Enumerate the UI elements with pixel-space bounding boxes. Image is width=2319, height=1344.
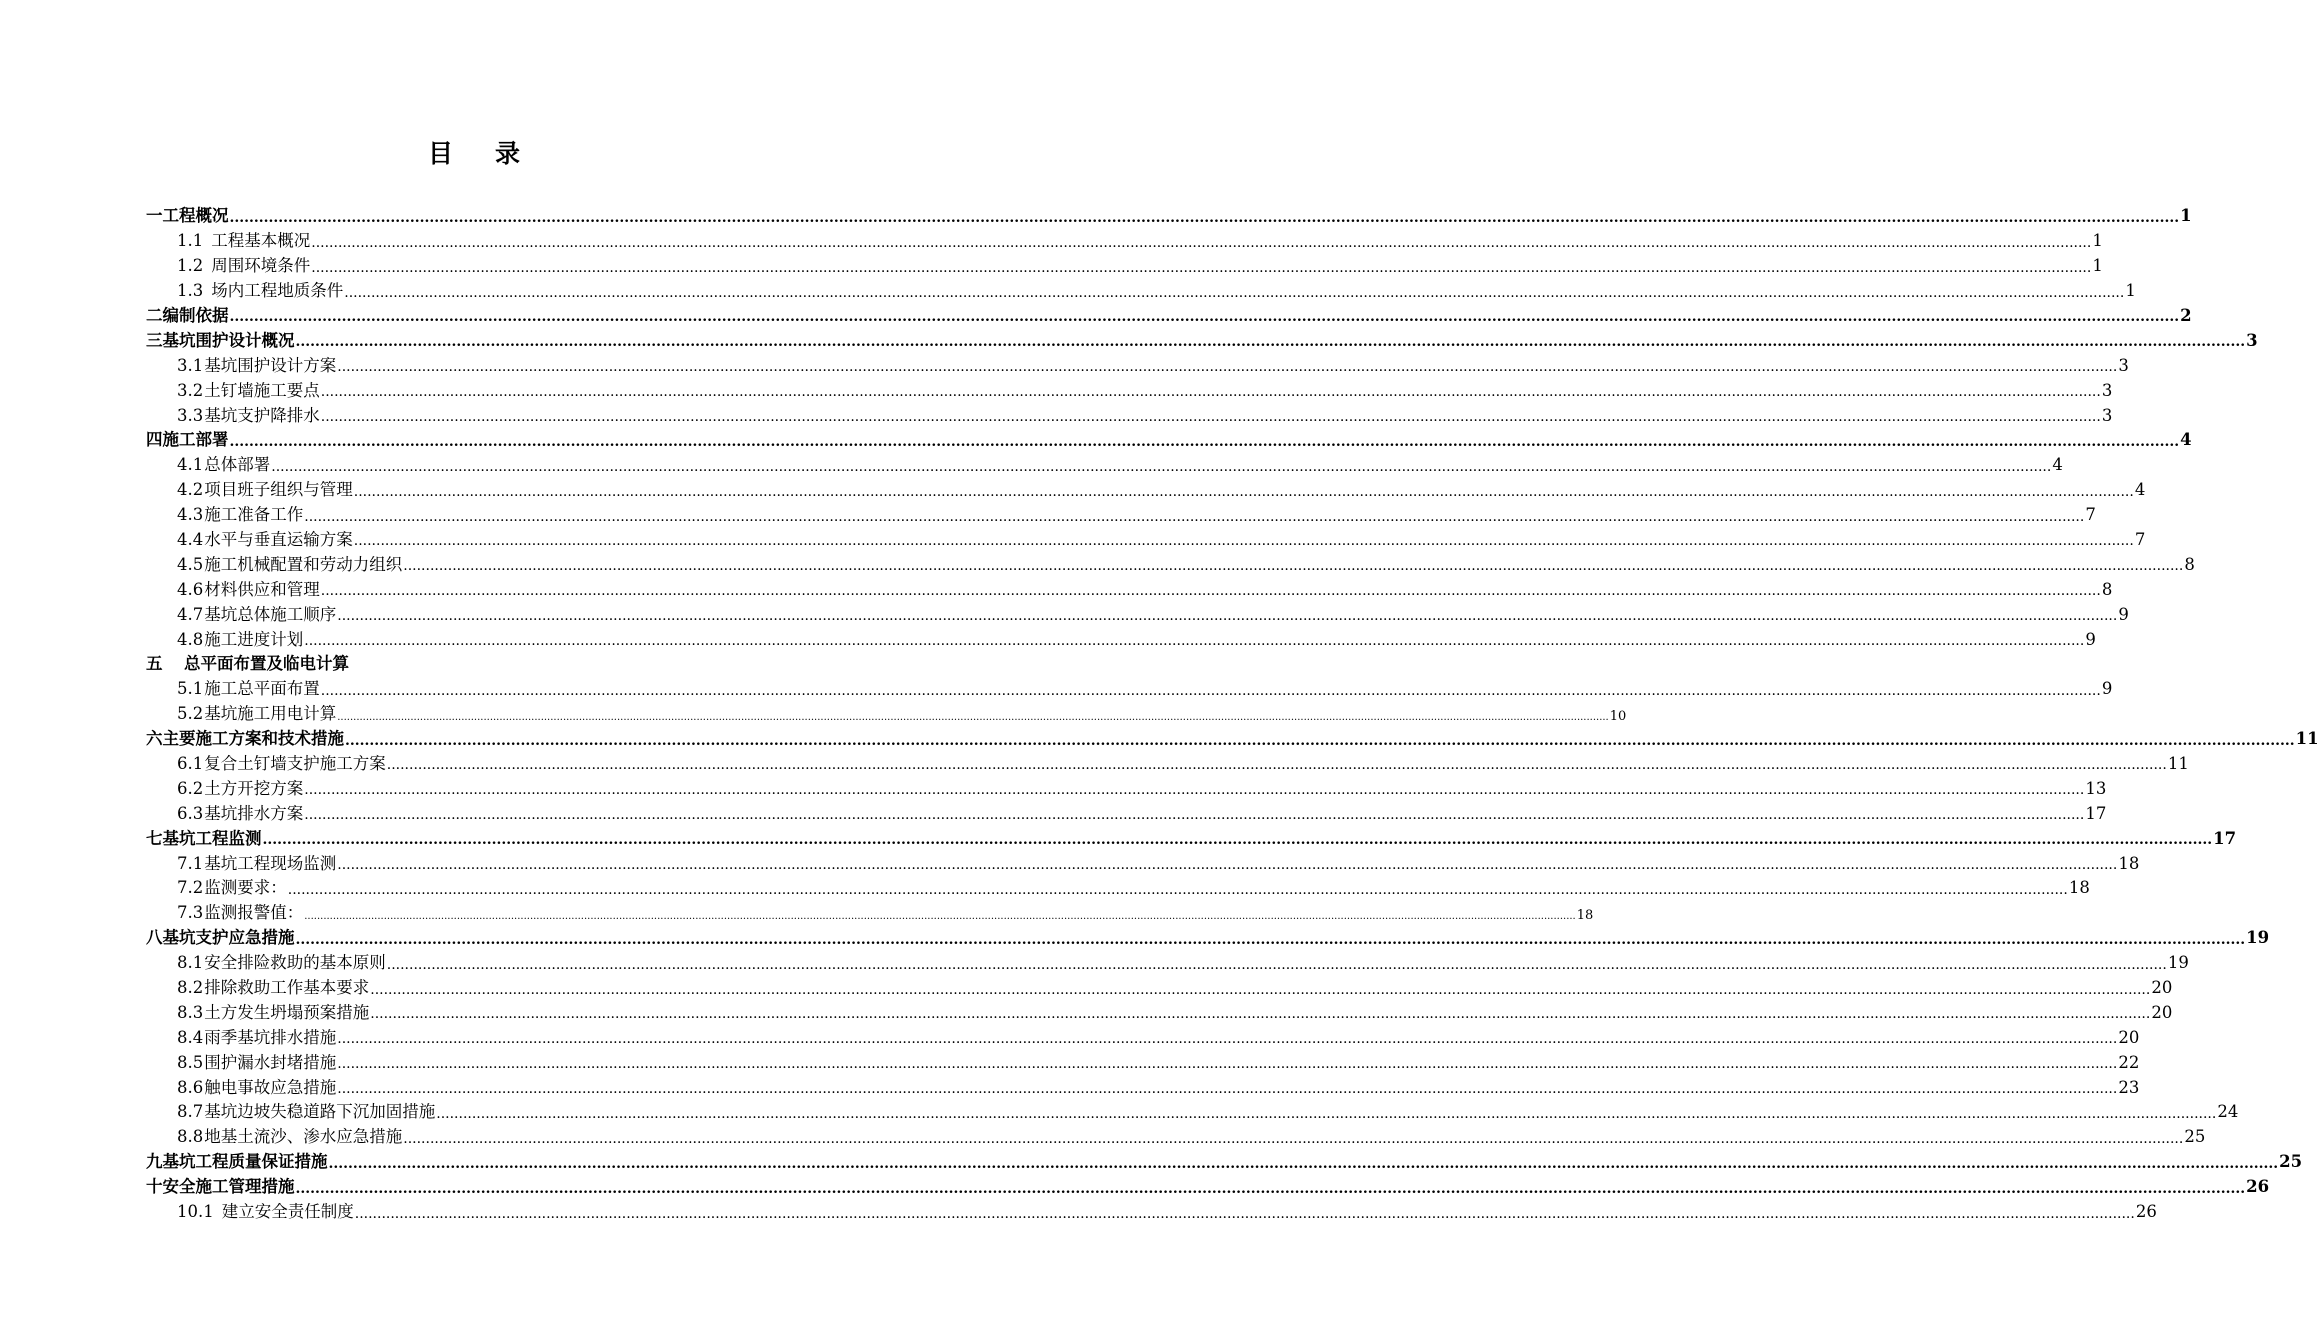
toc-entry-label: 场内工程地质条件 (211, 281, 344, 301)
toc-entry-number: 3.1 (177, 355, 204, 375)
toc-section-entry[interactable] (146, 748, 2189, 774)
toc-dot-leader: ................................................................................................................................................................................................................................................................................................................................................................................................................ (229, 433, 2180, 450)
toc-chapter-entry[interactable] (146, 324, 2258, 351)
toc-section-entry[interactable] (146, 1071, 2140, 1098)
toc-entry-label: 地基土流沙、渗水应急措施 (204, 1127, 403, 1147)
toc-dot-leader: ................................................................................................................................................................................................................................................................................................................................................................................................................ (229, 209, 2180, 226)
toc-entry-number: 4.1 (177, 455, 204, 475)
toc-chapter-entry[interactable] (146, 424, 2192, 450)
toc-entry-label: 基坑排水方案 (204, 803, 304, 823)
toc-dot-leader: ................................................................................................................................................................................................................................................................................................................................................................................................................ (320, 384, 2101, 401)
toc-section-entry[interactable] (146, 997, 2173, 1023)
toc-dot-leader: ................................................................................................................................................................................................................................................................................................................................................................................................................ (403, 1130, 2184, 1147)
toc-dot-leader: ................................................................................................................................................................................................................................................................................................................................................................................................................ (386, 757, 2167, 774)
toc-section-entry[interactable] (146, 573, 2113, 600)
toc-page-number: 3 (2118, 355, 2129, 375)
toc-page-number: 18 (1576, 907, 1594, 923)
toc-title-char-1: 目 (427, 139, 455, 168)
toc-page-number: 20 (2118, 1027, 2140, 1047)
toc-entry-label: 项目班子组织与管理 (204, 480, 353, 500)
toc-page-number: 17 (2213, 828, 2237, 848)
toc-entry-label: 雨季基坑排水措施 (204, 1027, 337, 1047)
toc-section-entry[interactable] (146, 374, 2113, 401)
toc-dot-leader: ................................................................................................................................................................................................................................................................................................................................................................................................................ (345, 732, 2295, 749)
toc-entry-label: 围护漏水封堵措施 (204, 1052, 337, 1072)
table-of-contents (146, 200, 2319, 1222)
toc-entry-label: 土方开挖方案 (204, 778, 304, 798)
toc-section-entry[interactable] (146, 524, 2146, 550)
toc-entry-label: 基坑围护设计方案 (204, 355, 337, 375)
toc-page-number: 23 (2118, 1077, 2140, 1097)
toc-chapter-entry[interactable] (146, 1171, 2270, 1197)
toc-dot-leader: ................................................................................................................................................................................................................................................................................................................................................................................................................ (271, 458, 2052, 475)
toc-page-number: 24 (2217, 1102, 2239, 1122)
toc-page-number: 17 (2085, 803, 2107, 823)
toc-entry-label: 施工总平面布置 (204, 679, 320, 699)
toc-entry-number: 1.2 (177, 256, 204, 276)
toc-dot-leader: ................................................................................................................................................................................................................................................................................................................................................................................................................ (337, 1081, 2118, 1098)
toc-page-number: 1 (2125, 281, 2136, 301)
toc-entry-label: 材料供应和管理 (204, 579, 320, 599)
toc-title (0, 134, 950, 170)
toc-entry-label: 编制依据 (162, 305, 229, 325)
toc-section-entry[interactable] (146, 698, 1627, 724)
toc-entry-label: 工程基本概况 (211, 231, 311, 251)
toc-entry-number: 二 (146, 305, 163, 325)
toc-dot-leader: ................................................................................................................................................................................................................................................................................................................................................................................................................ (370, 981, 2151, 998)
toc-entry-number: 5.2 (177, 704, 204, 724)
toc-section-entry[interactable] (146, 275, 2136, 301)
toc-entry-label: 总体部署 (204, 455, 271, 475)
toc-dot-leader: ................................................................................................................................................................................................................................................................................................................................................................................................................ (337, 359, 2118, 376)
toc-page-number: 1 (2092, 231, 2103, 251)
toc-entry-number: 五 (146, 654, 163, 674)
toc-entry-label: 施工准备工作 (204, 505, 304, 525)
toc-dot-leader: ................................................................................................................................................................................................................................................................................................................................................................................................................ (311, 259, 2092, 276)
toc-chapter-entry[interactable] (146, 1146, 2303, 1172)
toc-entry-number: 一 (146, 206, 163, 226)
toc-section-entry[interactable] (146, 623, 2096, 650)
toc-dot-leader: ................................................................................................................................................................................................................................................................................................................................................................................................................ (304, 910, 1576, 922)
toc-page-number: 20 (2151, 978, 2173, 997)
toc-section-entry[interactable] (146, 797, 2107, 824)
toc-page-number: 4 (2180, 430, 2192, 450)
toc-page-number: 19 (2246, 928, 2270, 948)
toc-dot-leader: ................................................................................................................................................................................................................................................................................................................................................................................................................ (337, 857, 2118, 874)
toc-entry-label: 安全排险救助的基本原则 (204, 953, 386, 973)
toc-dot-leader: ................................................................................................................................................................................................................................................................................................................................................................................................................ (353, 533, 2134, 550)
toc-entry-number: 4.3 (177, 505, 204, 525)
toc-entry-number: 8.7 (177, 1102, 204, 1122)
toc-section-entry[interactable] (146, 1196, 2157, 1222)
toc-section-entry[interactable] (146, 250, 2103, 276)
toc-dot-leader: ................................................................................................................................................................................................................................................................................................................................................................................................................ (229, 309, 2180, 326)
toc-page-number: 2 (2180, 305, 2192, 325)
toc-chapter-entry[interactable] (146, 200, 2192, 226)
toc-entry-label: 基坑围护设计概况 (162, 330, 295, 350)
toc-page-number: 1 (2092, 256, 2103, 276)
toc-entry-number: 6.1 (177, 753, 204, 773)
toc-entry-number: 8.8 (177, 1127, 204, 1147)
toc-entry-number: 7.2 (177, 878, 204, 898)
toc-page-number: 22 (2118, 1052, 2140, 1072)
toc-entry-label: 基坑工程现场监测 (204, 853, 337, 873)
toc-dot-leader: ................................................................................................................................................................................................................................................................................................................................................................................................................ (304, 633, 2085, 650)
toc-dot-leader: ................................................................................................................................................................................................................................................................................................................................................................................................................ (344, 284, 2125, 301)
toc-dot-leader: ................................................................................................................................................................................................................................................................................................................................................................................................................ (295, 931, 2246, 948)
toc-entry-label: 施工进度计划 (204, 629, 304, 649)
toc-dot-leader: ................................................................................................................................................................................................................................................................................................................................................................................................................ (337, 608, 2118, 625)
toc-page-number: 4 (2052, 455, 2063, 475)
toc-entry-number: 8.4 (177, 1027, 204, 1047)
toc-entry-label: 基坑施工用电计算 (204, 704, 337, 724)
toc-entry-label: 基坑工程监测 (162, 828, 262, 848)
toc-entry-label: 基坑工程质量保证措施 (162, 1152, 328, 1172)
toc-entry-label: 基坑总体施工顺序 (204, 604, 337, 624)
toc-chapter-entry[interactable] (146, 300, 2192, 326)
toc-chapter-entry[interactable] (146, 922, 2270, 948)
toc-dot-leader: ................................................................................................................................................................................................................................................................................................................................................................................................................ (320, 583, 2101, 600)
toc-page-number: 7 (2134, 529, 2146, 549)
toc-section-entry[interactable] (146, 449, 2063, 475)
toc-entry-number: 四 (146, 430, 163, 450)
toc-page-number: 20 (2151, 1002, 2173, 1022)
toc-page-number: 8 (2184, 554, 2195, 574)
toc-dot-leader: ................................................................................................................................................................................................................................................................................................................................................................................................................ (386, 956, 2167, 973)
toc-section-entry[interactable] (146, 947, 2189, 973)
toc-section-entry[interactable] (146, 548, 2195, 575)
toc-entry-number: 4.4 (177, 529, 204, 549)
toc-entry-number: 1.1 (177, 231, 204, 251)
toc-entry-number: 7.3 (177, 903, 204, 923)
toc-dot-leader: ................................................................................................................................................................................................................................................................................................................................................................................................................ (311, 234, 2092, 251)
toc-page-number: 11 (2167, 753, 2189, 773)
toc-page-number: 4 (2134, 480, 2146, 500)
toc-entry-label: 基坑支护应急措施 (162, 928, 295, 948)
toc-dot-leader: ................................................................................................................................................................................................................................................................................................................................................................................................................ (295, 1180, 2246, 1197)
toc-page-number: 11 (2295, 729, 2319, 749)
toc-entry-label: 排除救助工作基本要求 (204, 978, 370, 997)
toc-entry-label: 总平面布置及临电计算 (184, 654, 349, 674)
toc-dot-leader: ................................................................................................................................................................................................................................................................................................................................................................................................................ (320, 682, 2101, 699)
toc-entry-label: 基坑边坡失稳道路下沉加固措施 (204, 1102, 436, 1122)
toc-entry-label: 土方发生坍塌预案措施 (204, 1002, 370, 1022)
toc-section-entry[interactable] (146, 673, 2113, 699)
toc-section-entry[interactable] (146, 349, 2129, 376)
toc-chapter-entry[interactable] (146, 822, 2237, 849)
toc-page-number: 1 (2180, 206, 2192, 226)
toc-dot-leader: ................................................................................................................................................................................................................................................................................................................................................................................................................ (370, 1006, 2151, 1023)
toc-entry-number: 6.2 (177, 778, 204, 798)
toc-entry-number: 10.1 (177, 1202, 214, 1222)
toc-entry-label: 复合土钉墙支护施工方案 (204, 753, 386, 773)
toc-entry-number: 4.5 (177, 554, 204, 574)
toc-section-entry[interactable] (146, 1121, 2206, 1147)
toc-dot-leader: ................................................................................................................................................................................................................................................................................................................................................................................................................ (304, 508, 2085, 525)
toc-entry-label: 施工机械配置和劳动力组织 (204, 554, 403, 574)
toc-entry-number: 8.5 (177, 1052, 204, 1072)
toc-section-entry[interactable] (146, 399, 2113, 426)
toc-page-number: 25 (2279, 1152, 2303, 1172)
toc-entry-label: 主要施工方案和技术措施 (162, 729, 344, 749)
toc-title-char-2: 录 (495, 139, 523, 168)
toc-page-number: 10 (1609, 708, 1627, 724)
toc-entry-number: 1.3 (177, 281, 204, 301)
toc-entry-number: 7.1 (177, 853, 204, 873)
toc-page-number: 3 (2101, 380, 2113, 400)
toc-page-number: 3 (2101, 405, 2113, 425)
toc-dot-leader: ................................................................................................................................................................................................................................................................................................................................................................................................................ (304, 807, 2085, 824)
toc-entry-number: 八 (146, 928, 163, 948)
toc-page-number: 25 (2184, 1127, 2206, 1147)
toc-page-number: 18 (2118, 853, 2140, 873)
toc-page-number: 9 (2118, 604, 2129, 624)
toc-entry-number: 5.1 (177, 679, 204, 699)
toc-entry-label: 基坑支护降排水 (204, 405, 320, 425)
toc-page-number: 26 (2246, 1177, 2270, 1197)
toc-section-entry[interactable] (146, 474, 2146, 500)
toc-section-entry[interactable] (146, 872, 2090, 898)
toc-page-number: 18 (2068, 878, 2090, 898)
toc-entry-number: 8.6 (177, 1077, 204, 1097)
toc-section-entry[interactable] (146, 598, 2129, 625)
toc-entry-label: 触电事故应急措施 (204, 1077, 337, 1097)
toc-entry-number: 4.8 (177, 629, 204, 649)
toc-section-entry[interactable] (146, 972, 2173, 998)
toc-entry-number: 3.2 (177, 380, 204, 400)
toc-page-number: 3 (2246, 330, 2258, 350)
toc-dot-leader: ................................................................................................................................................................................................................................................................................................................................................................................................................ (337, 1056, 2118, 1073)
toc-entry-number: 4.2 (177, 480, 204, 500)
toc-entry-label: 监测要求： (204, 878, 287, 898)
toc-entry-label: 施工部署 (162, 430, 229, 450)
toc-dot-leader: ................................................................................................................................................................................................................................................................................................................................................................................................................ (337, 1031, 2118, 1048)
toc-dot-leader: ................................................................................................................................................................................................................................................................................................................................................................................................................ (328, 1155, 2279, 1172)
toc-entry-label: 工程概况 (162, 206, 229, 226)
toc-entry-number: 三 (146, 330, 163, 350)
toc-section-entry[interactable] (146, 772, 2107, 799)
toc-dot-leader: ................................................................................................................................................................................................................................................................................................................................................................................................................ (337, 711, 1609, 723)
toc-entry-label: 水平与垂直运输方案 (204, 529, 353, 549)
toc-dot-leader: ................................................................................................................................................................................................................................................................................................................................................................................................................ (304, 782, 2085, 799)
toc-dot-leader: ................................................................................................................................................................................................................................................................................................................................................................................................................ (354, 1205, 2135, 1222)
toc-entry-number: 6.3 (177, 803, 204, 823)
toc-dot-leader: ................................................................................................................................................................................................................................................................................................................................................................................................................ (295, 334, 2246, 351)
toc-dot-leader: ................................................................................................................................................................................................................................................................................................................................................................................................................ (320, 409, 2101, 426)
toc-entry-number: 九 (146, 1152, 163, 1172)
toc-section-entry[interactable] (146, 1021, 2140, 1048)
toc-page-number: 19 (2167, 953, 2189, 973)
toc-page-number: 8 (2101, 579, 2113, 599)
toc-entry-number: 8.3 (177, 1002, 204, 1022)
toc-dot-leader: ................................................................................................................................................................................................................................................................................................................................................................................................................ (353, 483, 2134, 500)
toc-entry-number: 七 (146, 828, 163, 848)
toc-entry-label: 建立安全责任制度 (221, 1202, 354, 1222)
toc-entry-label: 周围环境条件 (211, 256, 311, 276)
toc-entry-number: 8.1 (177, 953, 204, 973)
toc-page-number: 7 (2085, 505, 2096, 525)
toc-section-entry[interactable] (146, 897, 1594, 923)
toc-chapter-entry[interactable] (146, 648, 806, 673)
toc-section-entry[interactable] (146, 1046, 2140, 1073)
toc-section-entry[interactable] (146, 225, 2103, 251)
toc-entry-number: 十 (146, 1177, 163, 1197)
toc-entry-label: 监测报警值： (204, 903, 304, 923)
toc-section-entry[interactable] (146, 1096, 2239, 1122)
toc-dot-leader: ................................................................................................................................................................................................................................................................................................................................................................................................................ (403, 558, 2184, 575)
toc-section-entry[interactable] (146, 847, 2140, 874)
toc-dot-leader: ................................................................................................................................................................................................................................................................................................................................................................................................................ (436, 1105, 2217, 1122)
toc-page-number: 9 (2101, 679, 2113, 699)
toc-entry-number: 8.2 (177, 978, 204, 997)
toc-entry-number: 4.6 (177, 579, 204, 599)
toc-entry-number: 六 (146, 729, 163, 749)
toc-entry-label: 安全施工管理措施 (162, 1177, 295, 1197)
toc-entry-number: 3.3 (177, 405, 204, 425)
toc-page-number: 9 (2085, 629, 2096, 649)
toc-page-number: 26 (2135, 1202, 2157, 1222)
toc-page-number: 13 (2085, 778, 2107, 798)
toc-dot-leader: ................................................................................................................................................................................................................................................................................................................................................................................................................ (287, 881, 2068, 898)
toc-entry-label: 土钉墙施工要点 (204, 380, 320, 400)
toc-section-entry[interactable] (146, 499, 2096, 525)
toc-dot-leader: ................................................................................................................................................................................................................................................................................................................................................................................................................ (262, 832, 2213, 849)
toc-chapter-entry[interactable] (146, 723, 2319, 749)
toc-entry-number: 4.7 (177, 604, 204, 624)
